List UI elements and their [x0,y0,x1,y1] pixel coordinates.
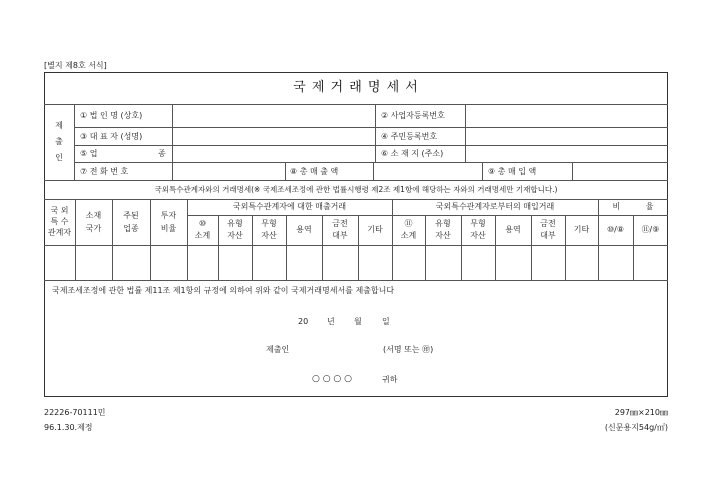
submitter-char: 출 [55,137,63,146]
submitter-char: 제 [55,121,63,130]
biz-reg-no-label: ② 사업자등록번호 [381,111,445,120]
sales-services-header: 용역 [296,225,312,234]
sales-tangible-header [218,215,252,245]
residence-header-line: 소재 [85,210,102,220]
enactment-date: 96.1.30.제정 [44,423,93,432]
header-line: 금전 [332,219,348,228]
header-line: ⑪ [404,219,413,228]
form-reference: [별지 제8호 서식] [44,61,107,70]
investment-header-line: 비율 [160,223,177,233]
purchase-lending-header [531,215,565,245]
industry-field[interactable] [173,146,374,161]
declaration-text: 국제조세조정에 관한 법률 제11조 제1항의 규정에 의하여 위와 같이 국제거래명세서를 제출합니다 [52,285,395,295]
form-title: 국 제 거 래 명 세 서 [293,79,419,95]
investment-header-line: 투자 [160,210,177,220]
purchase-other-header: 기타 [573,225,590,234]
residence-header-line: 국가 [85,223,102,233]
purchase-services-header: 용역 [505,225,521,234]
header-line: 자산 [227,231,243,240]
addressee-name: ○ ○ ○ ○ [312,374,352,384]
biz-reg-no-field[interactable] [466,105,667,126]
header-line: 대부 [540,231,556,240]
header-line: 대부 [332,231,348,240]
addressee-suffix: 귀하 [382,374,398,384]
ratio-purchase-header: ⑪/⑨ [641,225,660,234]
purchase-intangible-header [461,215,495,245]
purchase-group-header: 국외특수관계자로부터의 매입거래 [435,202,555,211]
signer-label: 제출인 [266,344,290,354]
corp-name-label: ① 법 인 명 (상호) [80,111,143,120]
table-row[interactable] [45,246,667,279]
date-month-unit: 월 [354,316,362,326]
paper-type: (신문용지54g/㎡) [604,423,668,432]
header-line: 금전 [540,219,556,228]
header-line: 소계 [400,231,417,240]
purchase-tangible-header [425,215,461,245]
date-year-unit: 년 [327,316,335,326]
col-line [375,104,376,162]
header-line: 유형 [435,219,451,228]
header-line: 소계 [194,231,211,240]
investment-header [150,199,187,245]
corp-name-field[interactable] [173,105,374,126]
industry-label: ⑤ 업 [80,149,98,158]
residence-header [75,199,112,245]
business-header-line: 주된 [123,210,139,220]
industry-label-2: 종 [158,149,166,158]
ceo-field[interactable] [173,128,374,144]
transaction-note: 국외특수관계자와의 거래명세(※ 국제조세조정에 관한 법률시행령 제2조 제1항에 해당하는 자와의 거래명세만 기재합니다.) [154,184,558,194]
total-sales-field[interactable] [374,163,481,179]
purchase-subtotal-header [392,215,425,245]
date-year: 20 [298,316,309,326]
sales-subtotal-header [187,215,218,245]
sales-group-header: 국외특수관계자에 대한 매출거래 [232,202,347,211]
party-header [44,199,75,245]
header-line: 무형 [261,219,277,228]
header-line: 자산 [435,231,451,240]
address-label: ⑥ 소 재 지 (주소) [381,149,444,158]
header-line: 자산 [261,231,277,240]
phone-label: ⑦ 전 화 번 호 [80,166,129,176]
col-line [74,104,75,180]
header-line: 유형 [227,219,243,228]
header-line: ⑩ [198,219,207,228]
submitter-label [44,104,74,180]
resident-no-field[interactable] [466,128,667,144]
party-header-line: 특 수 [50,217,69,226]
business-header-line: 업종 [123,223,139,233]
paper-size: 297㎜×210㎜ [614,408,668,417]
row-line [44,280,668,281]
party-header-line: 국 외 [50,206,69,215]
total-purchase-field[interactable] [573,163,667,179]
total-purchase-label: ⑨ 총 매 입 액 [488,166,537,176]
business-header [112,199,150,245]
ratio-group-header: 비 율 [612,202,654,211]
ceo-label: ③ 대 표 자 (성명) [80,131,143,141]
col-line [482,162,483,180]
header-line: 자산 [470,231,486,240]
party-header-line: 관계자 [47,228,72,237]
sales-lending-header [322,215,358,245]
header-line: 무형 [470,219,486,228]
submitter-char: 인 [55,153,63,162]
sign-or-seal: (서명 또는 ㊞) [383,344,434,354]
col-line [285,162,286,180]
sales-intangible-header [252,215,286,245]
resident-no-label: ④ 주민등록번호 [381,131,438,141]
form-number: 22226-70111민 [44,408,106,417]
total-sales-label: ⑧ 총 매 출 액 [290,166,339,176]
ratio-sales-header: ⑩/⑧ [606,225,625,234]
date-day-unit: 일 [382,316,390,326]
phone-field[interactable] [173,163,284,179]
sales-other-header: 기타 [367,225,383,234]
address-field[interactable] [466,146,667,161]
